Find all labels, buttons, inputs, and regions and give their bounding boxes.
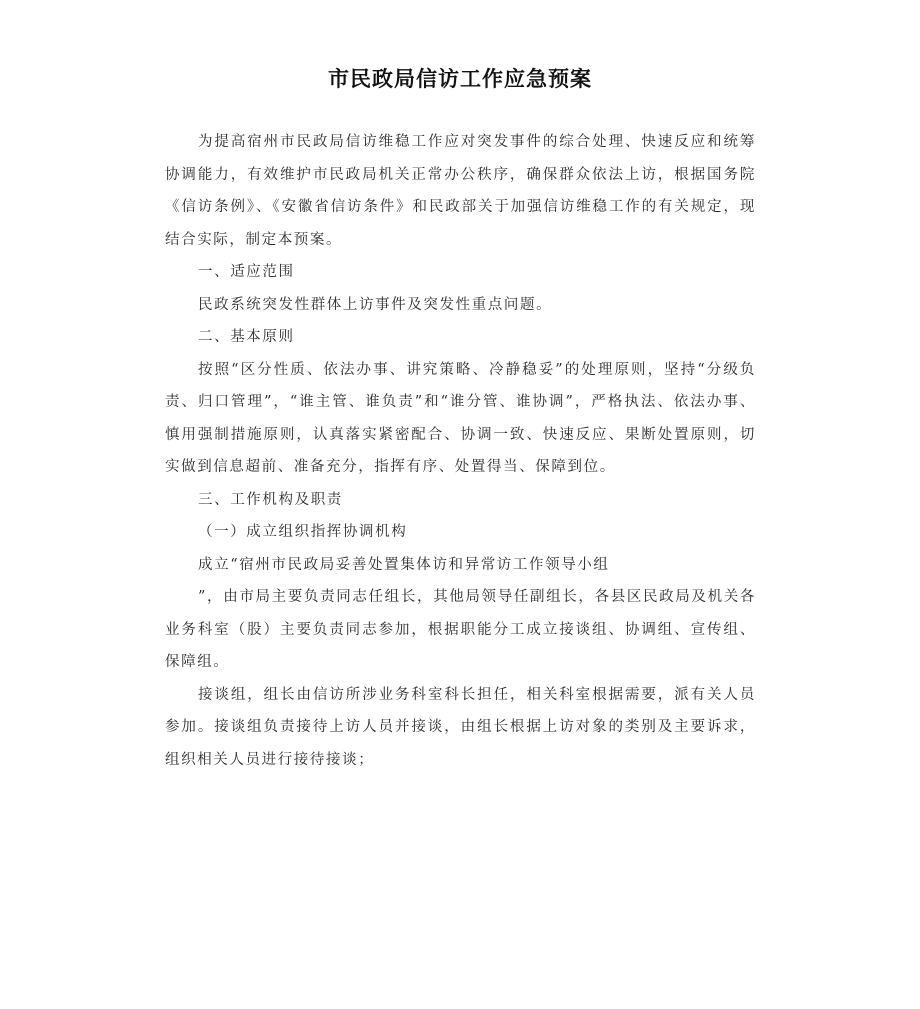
paragraph-leading-group: 成立“宿州市民政局妥善处置集体访和异常访工作领导小组 bbox=[198, 556, 610, 573]
paragraph-intro: 为提高宿州市民政局信访维稳工作应对突发事件的综合处理、快速反应和统筹协调能力，有效维护市民政局机关正常办公秩序，确保群众依法上访，根据国务院《信访条例》、《安徽省信访条件》和民政部关于加强信访维稳工作的有关规定，现结合实际，制定本预案。 bbox=[165, 134, 756, 248]
section-heading-organization: 三、工作机构及职责 bbox=[198, 491, 343, 508]
document-title: 市民政局信访工作应急预案 bbox=[328, 67, 592, 91]
paragraph-scope: 民政系统突发性群体上访事件及突发性重点问题。 bbox=[198, 296, 553, 313]
subsection-heading-command: （一）成立组织指挥协调机构 bbox=[198, 524, 408, 540]
paragraph-principles: 按照“区分性质、依法办事、讲究策略、冷静稳妥”的处理原则，坚持“分级负责、归口管理”，“谁主管、谁负责”和“谁分管、谁协调”，严格执法、依法办事、慎用强制措施原则，认真落实紧密配合、协调一致、快速反应、果断处置原则，切实做到信息超前、准备充分，指挥有序、处置得当、保障到位。 bbox=[165, 361, 756, 475]
section-heading-principles: 二、基本原则 bbox=[198, 329, 295, 345]
paragraph-leading-group-cont: ”，由市局主要负责同志任组长，其他局领导任副组长，各县区民政局及机关各业务科室（股）主要负责同志参加，根据职能分工成立接谈组、协调组、宣传组、保障组。 bbox=[165, 589, 756, 670]
paragraph-reception-group: 接谈组，组长由信访所涉业务科室科长担任，相关科室根据需要，派有关人员参加。接谈组负责接待上访人员并接谈，由组长根据上访对象的类别及主要诉求，组织相关人员进行接待接谈； bbox=[165, 686, 756, 768]
section-heading-scope: 一、适应范围 bbox=[198, 264, 295, 280]
document-body bbox=[165, 126, 756, 776]
